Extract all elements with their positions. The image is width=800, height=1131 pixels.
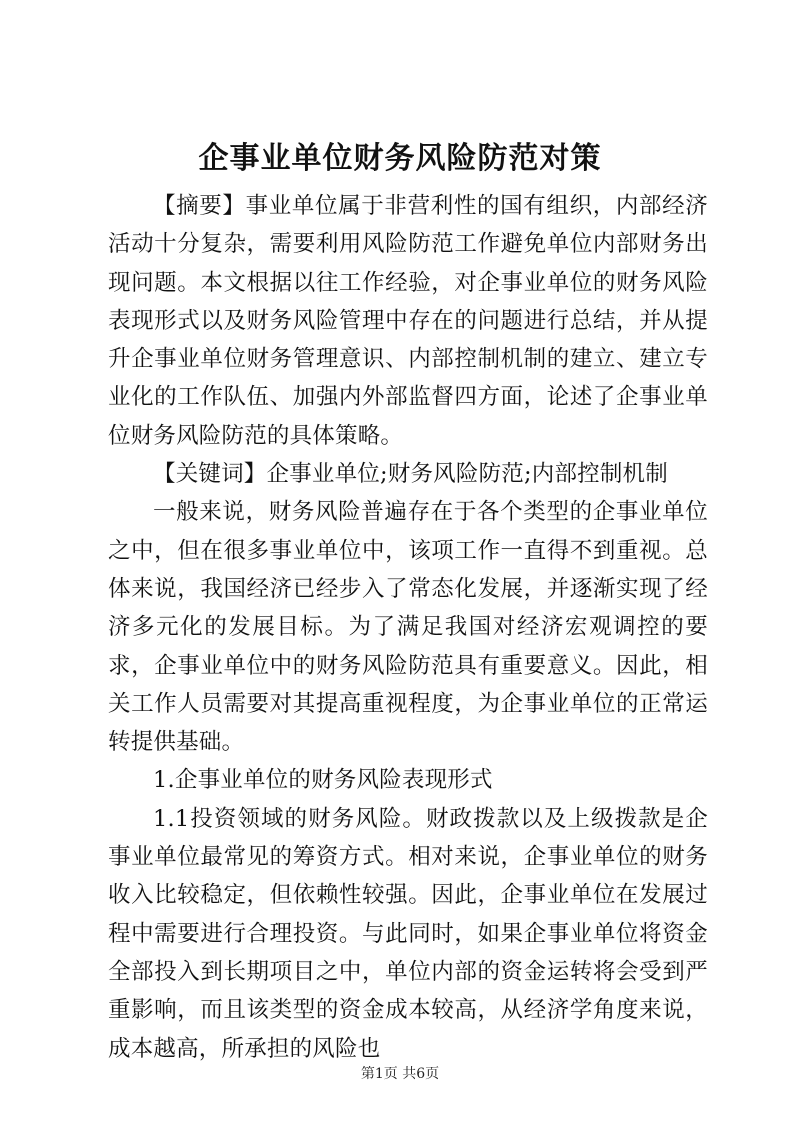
intro-paragraph: 一般来说，财务风险普遍存在于各个类型的企事业单位之中，但在很多事业单位中，该项工作一直得不到重视。总体来说，我国经济已经步入了常态化发展，并逐渐实现了经济多元化的发展目标。为了满足我国对经济宏观调控的要求，企事业单位中的财务风险防范具有重要意义。因此，相关工作人员需要对其提高重视程度，为企事业单位的正常运转提供基础。 — [108, 499, 708, 756]
document-title: 企事业单位财务风险防范对策 — [198, 141, 602, 176]
page-footer: 第1页 共6页 — [360, 1066, 440, 1082]
section-heading-1: 1.企事业单位的财务风险表现形式 — [153, 767, 493, 794]
keywords-paragraph: 【关键词】企事业单位;财务风险防范;内部控制机制 — [153, 461, 668, 488]
abstract-paragraph: 【摘要】事业单位属于非营利性的国有组织，内部经济活动十分复杂，需要利用风险防范工作避免单位内部财务出现问题。本文根据以往工作经验，对企事业单位的财务风险表现形式以及财务风险管理中存在的问题进行总结，并从提升企事业单位财务管理意识、内部控制机制的建立、建立专业化的工作队伍、加强内外部监督四方面，论述了企事业单位财务风险防范的具体策略。 — [108, 193, 708, 449]
section-1-1-paragraph: 1.1投资领域的财务风险。财政拨款以及上级拨款是企事业单位最常见的筹资方式。相对来说，企事业单位的财务收入比较稳定，但依赖性较强。因此，企事业单位在发展过程中需要进行合理投资。与此同时，如果企事业单位将资金全部投入到长期项目之中，单位内部的资金运转将会受到严重影响，而且该类型的资金成本较高，从经济学角度来说，成本越高，所承担的风险也 — [108, 805, 708, 1062]
document-body — [108, 187, 708, 1068]
